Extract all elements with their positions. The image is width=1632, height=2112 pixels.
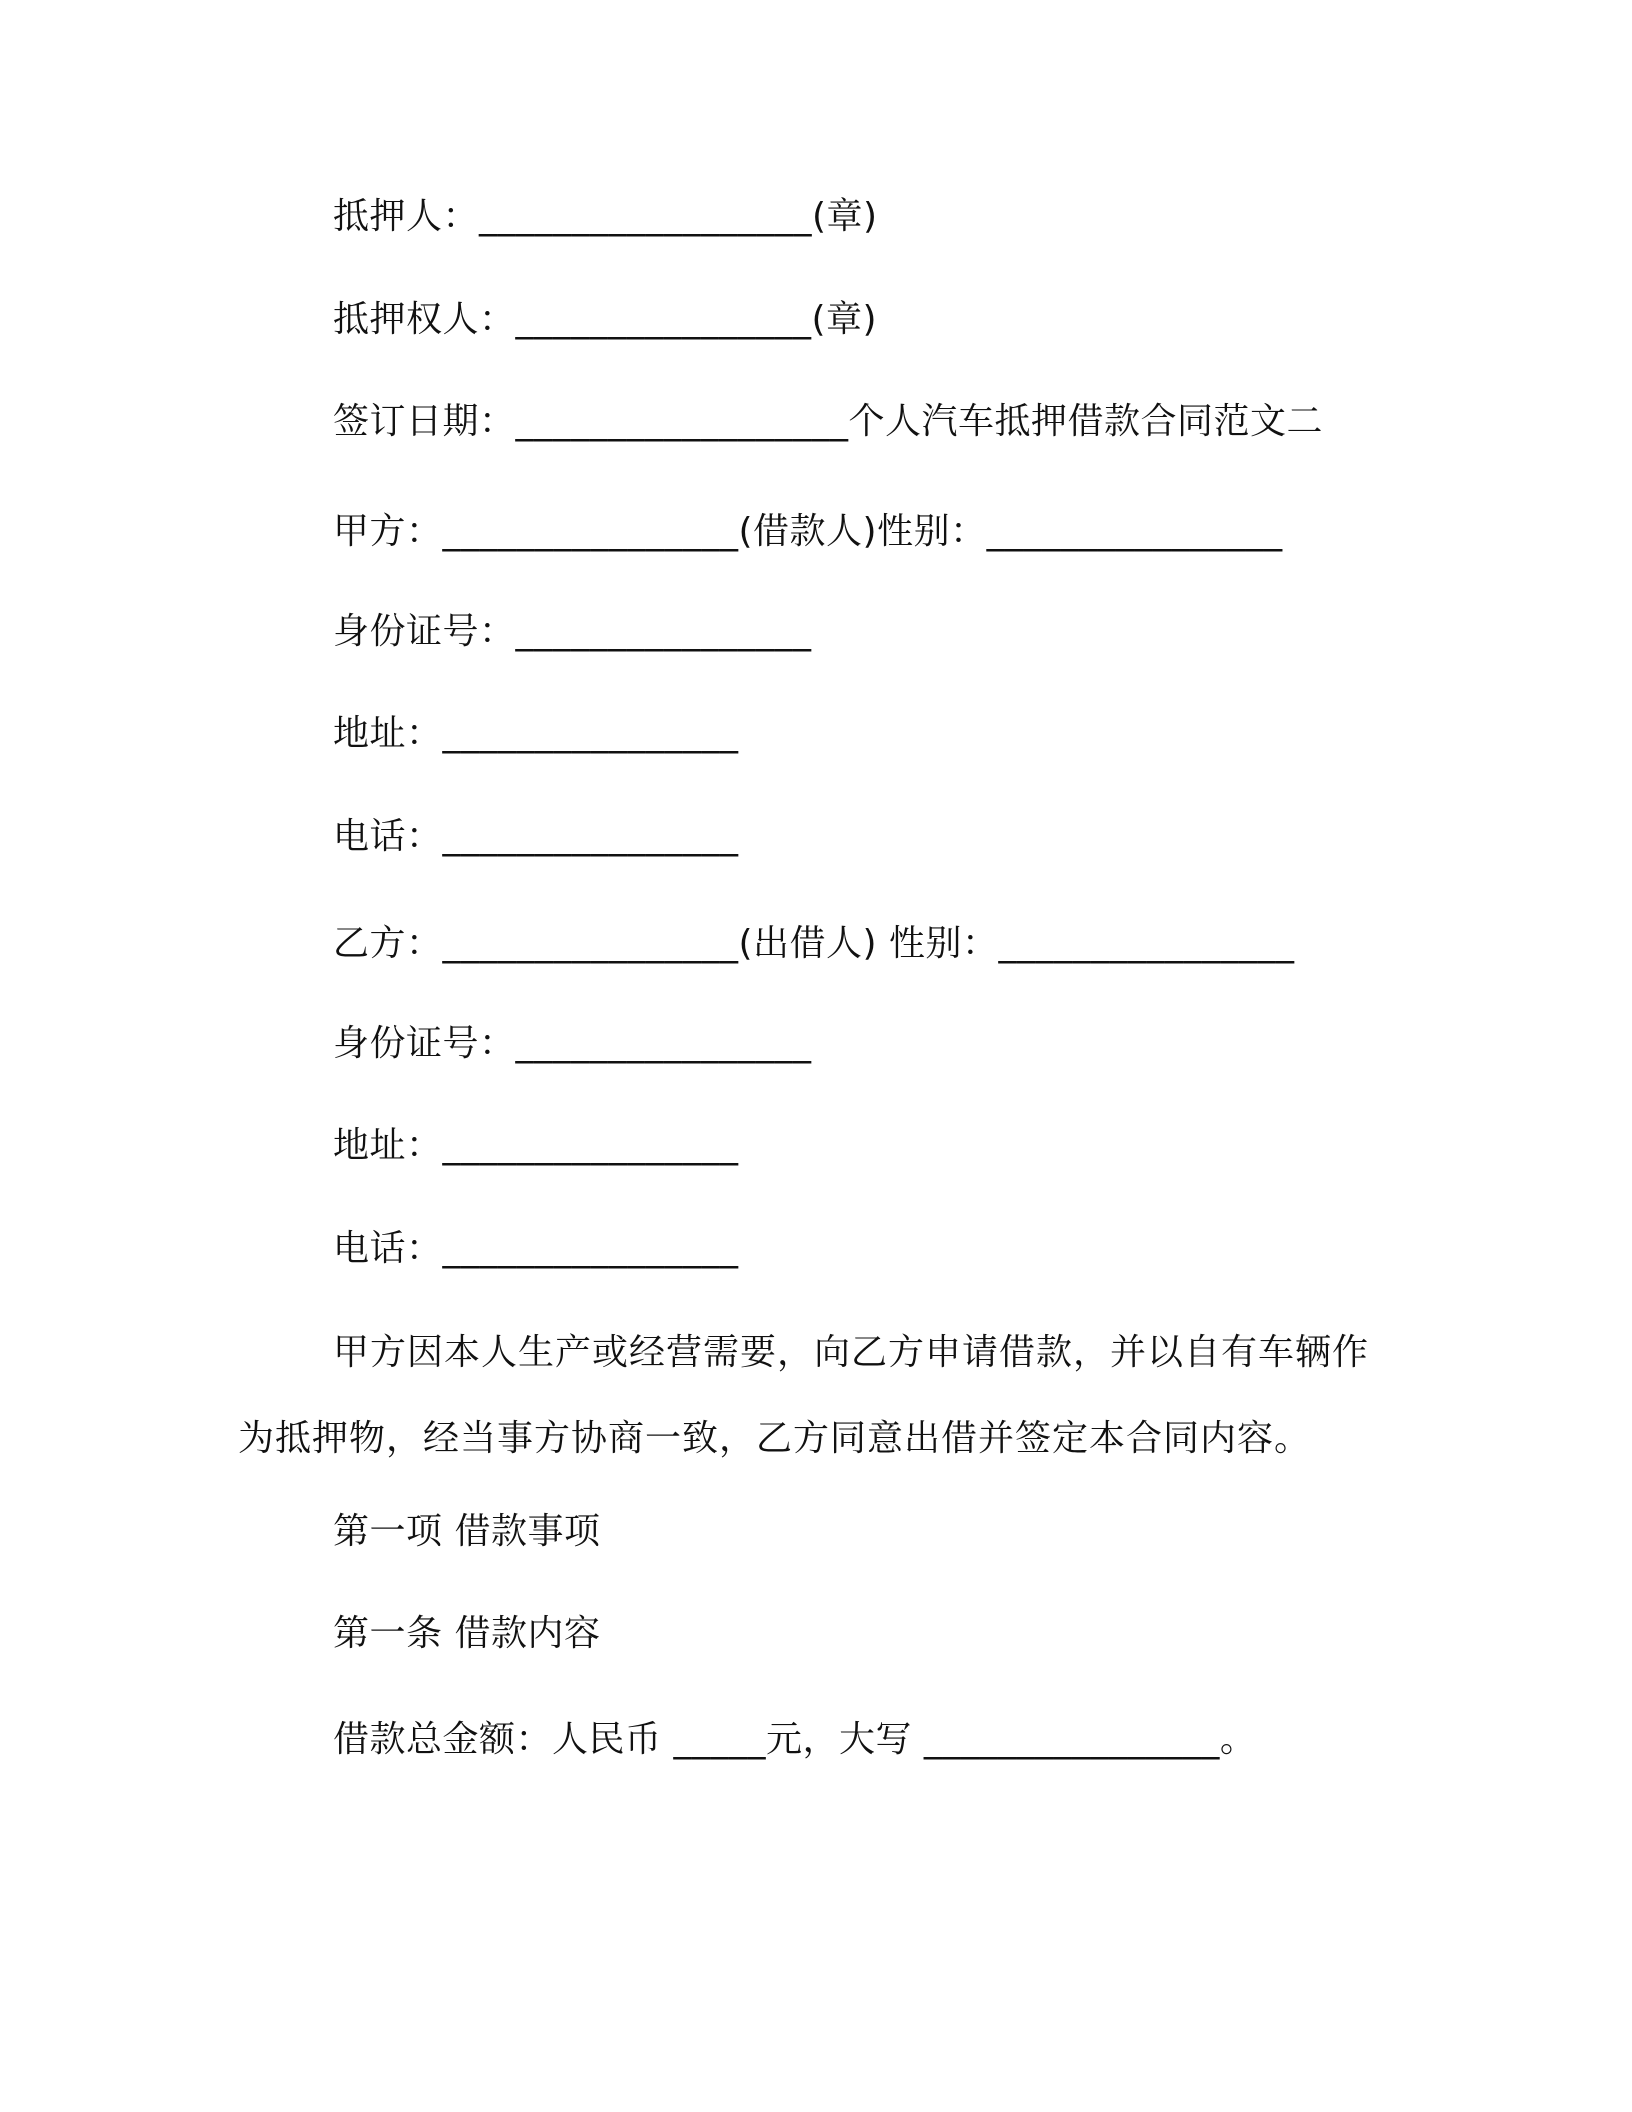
party-b-phone-line: 电话：________________: [333, 1228, 739, 1269]
pledgee-line: 抵押权人：________________(章): [333, 299, 878, 340]
party-b-line: 乙方：________________(出借人) 性别：________________: [333, 923, 1295, 964]
party-b-id-line: 身份证号：________________: [333, 1023, 812, 1064]
intro-line-2: 为抵押物，经当事方协商一致，乙方同意出借并签定本合同内容。: [238, 1418, 1312, 1459]
party-a-line: 甲方：________________(借款人)性别：________________: [333, 511, 1283, 552]
loan-amount-line: 借款总金额：人民币 _____元，大写 ________________。: [333, 1719, 1257, 1760]
intro-paragraph: [238, 1329, 1388, 1463]
clause-title: 第一条 借款内容: [333, 1613, 601, 1654]
party-b-address-line: 地址：________________: [333, 1125, 739, 1166]
sign-date-line: 签订日期：__________________个人汽车抵押借款合同范文二: [333, 401, 1324, 442]
party-a-address-line: 地址：________________: [333, 713, 739, 754]
item-title: 第一项 借款事项: [333, 1511, 601, 1552]
party-a-phone-line: 电话：________________: [333, 816, 739, 857]
intro-line-1: 甲方因本人生产或经营需要，向乙方申请借款，并以自有车辆作: [333, 1332, 1370, 1373]
party-a-id-line: 身份证号：________________: [333, 611, 812, 652]
pledgor-line: 抵押人：__________________(章): [333, 196, 878, 237]
